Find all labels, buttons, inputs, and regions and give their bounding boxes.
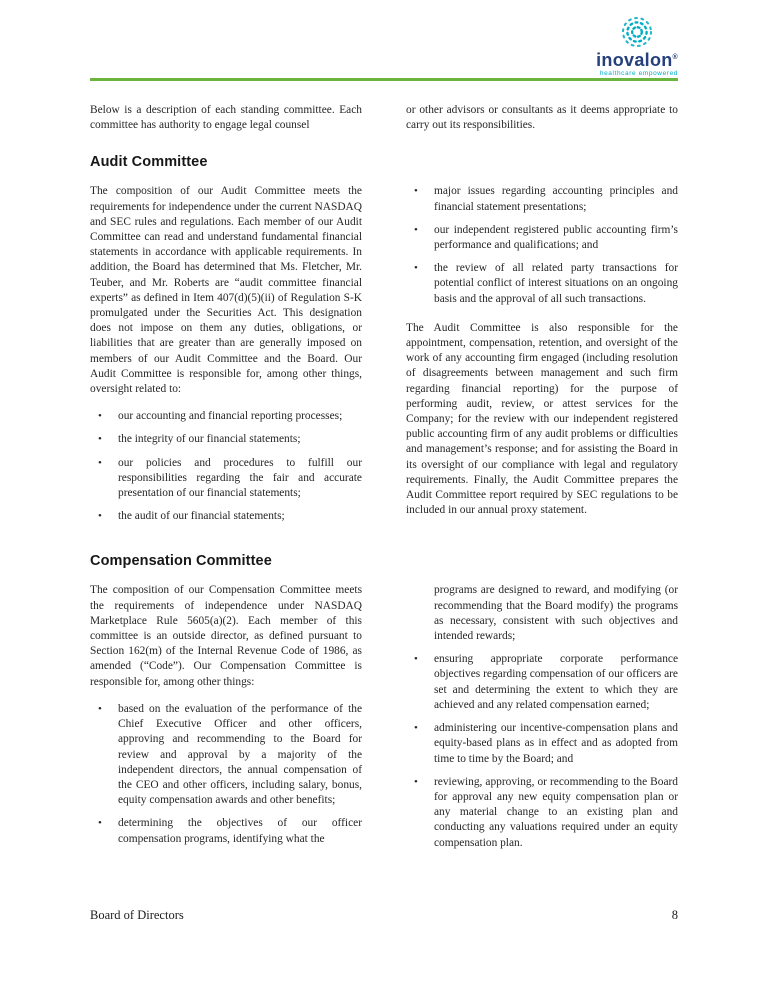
logo-tagline: healthcare empowered xyxy=(599,70,678,77)
logo-wordmark-text: inovalon xyxy=(596,50,673,70)
inovalon-logo xyxy=(596,16,678,77)
page-footer xyxy=(90,908,678,923)
bullet-item: • major issues regarding accounting principles and financial statement presentations; xyxy=(406,184,678,214)
audit-left-paragraph: The composition of our Audit Committee meets the requirements for independence under the current NASDAQ and SEC rules and regulations. Each member of our Audit Committee can read and understand fundamental financial statements in accordance with applicable requirements. In addition, the Board has determined that Ms. Fletcher, Mr. Teuber, and Mr. Roberts are “audit committee financial experts” as defined in Item 407(d)(5)(ii) of Regulation S-K promulgated under the Securities Act. This designation does not impose on them any duties, obligations, or liabilities that are greater than are generally imposed on members of our Audit Committee and the Board. Our Audit Committee is responsible for, among other things, oversight related to: xyxy=(90,185,363,396)
audit-right-bullet-list xyxy=(406,184,678,306)
logo-wordmark xyxy=(596,49,678,69)
audit-right-column xyxy=(406,184,678,532)
bullet-item: • ensuring appropriate corporate performance objectives regarding compensation of our officers are set and determining the extent to which they are achieved and any related compensation earned; xyxy=(406,652,678,713)
page-header xyxy=(90,16,678,77)
audit-committee-section xyxy=(90,184,678,532)
compensation-left-column xyxy=(90,583,362,858)
compensation-bullet-continuation: programs are designed to reward, and modifying (or recommending that the Board modify) the programs as necessary, consistent with such objectives and intended rewards; xyxy=(434,584,678,643)
audit-left-column xyxy=(90,184,362,532)
bullet-item: • our accounting and financial reporting processes; xyxy=(90,409,362,424)
compensation-committee-section xyxy=(90,583,678,858)
bullet-item: • determining the objectives of our officer compensation programs, identifying what the xyxy=(90,816,362,846)
compensation-right-column xyxy=(406,583,678,858)
bullet-item: • the audit of our financial statements; xyxy=(90,509,362,524)
intro-left-paragraph: Below is a description of each standing committee. Each committee has authority to engage legal counsel xyxy=(90,104,362,132)
audit-right-paragraph: The Audit Committee is also responsible for the appointment, compensation, retention, and oversight of the work of any accounting firm engaged (including resolution of disagreements between management and such firm regarding financial reporting) for the purpose of performing audit, review, or attest services for the Company; for the review with our independent registered public accounting firm of any audit problems or difficulties and management’s response; and for assisting the Board in its oversight of our compliance with legal and regulatory requirements. Finally, the Audit Committee prepares the Audit Committee report required by SEC regulations to be included in our annual proxy statement. xyxy=(406,321,678,517)
compensation-right-bullet-list xyxy=(406,652,678,850)
compensation-committee-heading: Compensation Committee xyxy=(90,553,272,570)
intro-right-paragraph: or other advisors or consultants as it deems appropriate to carry out its responsibilities. xyxy=(406,104,678,132)
compensation-left-bullet-list xyxy=(90,702,362,847)
bullet-item: • our policies and procedures to fulfill our responsibilities regarding the fair and accurate presentation of our financial statements; xyxy=(90,456,362,502)
logo-burst-icon xyxy=(621,16,653,48)
audit-committee-heading: Audit Committee xyxy=(90,154,208,171)
bullet-item: • based on the evaluation of the performance of the Chief Executive Officer and other officers, approving and recommending to the Board for review and approval by a majority of the independent directors, the annual compensation of the CEO and other officers, including salary, bonus, equity compensation awards and other benefits; xyxy=(90,702,362,808)
intro-section xyxy=(90,103,678,133)
compensation-left-paragraph: The composition of our Compensation Committee meets the requirements of independence under NASDAQ Marketplace Rule 5605(a)(2). Each member of this committee is an outside director, as defined pursuant to Section 162(m) of the Internal Revenue Code of 1986, as amended (“Code”). Our Compensation Committee is responsible for, among other things: xyxy=(90,584,362,688)
registered-mark: ® xyxy=(672,54,678,61)
page-number: 8 xyxy=(671,908,678,922)
bullet-item: • the integrity of our financial statements; xyxy=(90,432,362,447)
bullet-item: • our independent registered public accounting firm’s performance and qualifications; and xyxy=(406,223,678,253)
bullet-item: • administering our incentive-compensation plans and equity-based plans as in effect and as adopted from time to time by the Board; and xyxy=(406,721,678,767)
green-divider-rule xyxy=(90,78,678,81)
bullet-item: • reviewing, approving, or recommending to the Board for approval any new equity compensation plan or any material change to an existing plan and conducting any valuations required under an equity compensation plan. xyxy=(406,775,678,851)
audit-left-bullet-list xyxy=(90,409,362,524)
bullet-item: • the review of all related party transactions for potential conflict of interest situations on an ongoing basis and the approval of all such transactions. xyxy=(406,261,678,307)
footer-section-title: Board of Directors xyxy=(90,908,184,922)
